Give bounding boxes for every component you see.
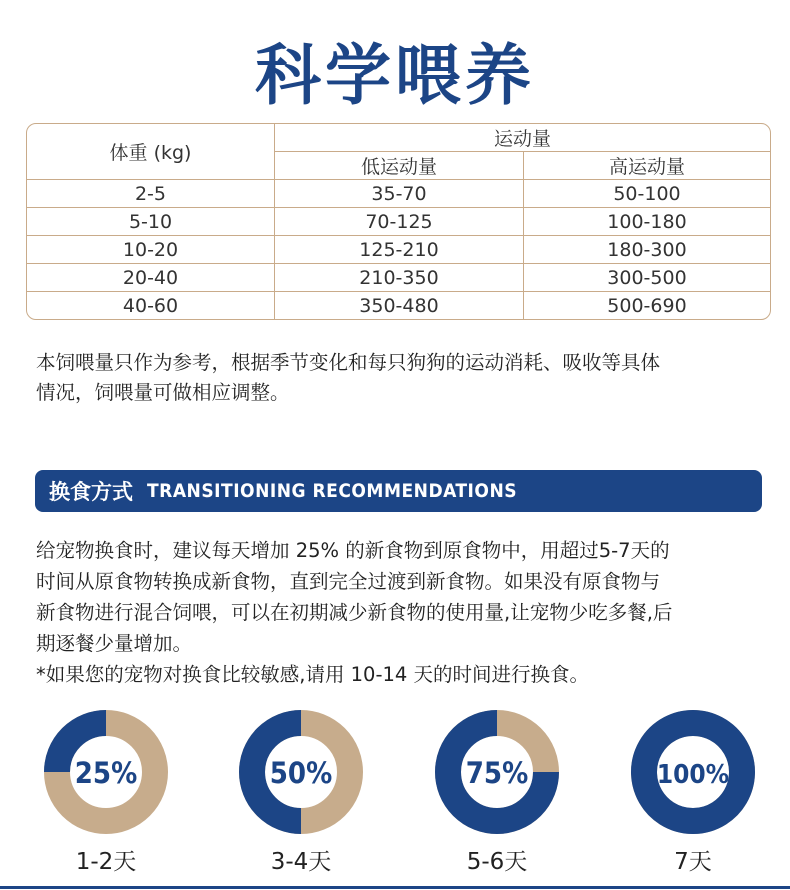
- high-cell: 100-180: [524, 208, 771, 236]
- table-row: [27, 208, 770, 236]
- donut-percent-label: 25%: [74, 756, 138, 790]
- paragraph-line: 时间从原食物转换成新食物，直到完全过渡到新食物。如果没有原食物与: [36, 570, 661, 593]
- high-cell: 180-300: [524, 236, 771, 264]
- low-activity-header: 低运动量: [275, 152, 524, 180]
- table-row: [27, 292, 770, 320]
- page-title: 科学喂养: [255, 37, 535, 114]
- section-header-bar: [35, 470, 762, 512]
- feeding-table: [26, 123, 771, 320]
- feeding-note-line: 本饲喂量只作为参考，根据季节变化和每只狗狗的运动消耗、吸收等具体: [36, 351, 661, 374]
- sensitivity-note: *如果您的宠物对换食比较敏感,请用 10-14 天的时间进行换食。: [36, 663, 590, 686]
- high-cell: 300-500: [524, 264, 771, 292]
- table-row: [27, 180, 770, 208]
- weight-cell: 5-10: [27, 208, 275, 236]
- weight-cell: 10-20: [27, 236, 275, 264]
- paragraph-line: 给宠物换食时，建议每天增加 25% 的新食物到原食物中，用超过5-7天的: [36, 539, 670, 562]
- weight-header: 体重 (kg): [27, 124, 275, 180]
- step-days-label: 1-2天: [75, 849, 137, 875]
- low-cell: 125-210: [275, 236, 524, 264]
- low-cell: 70-125: [275, 208, 524, 236]
- step-days-label: 3-4天: [270, 849, 332, 875]
- donut-percent-label: 50%: [269, 756, 333, 790]
- donut-step-2: [238, 709, 364, 835]
- paragraph-line: 期逐餐少量增加。: [36, 632, 193, 655]
- high-cell: 500-690: [524, 292, 771, 320]
- step-days-label: 5-6天: [466, 849, 528, 875]
- section-title-cn: 换食方式: [49, 480, 133, 504]
- activity-header: 运动量: [275, 124, 771, 152]
- transition-paragraph: [36, 535, 771, 690]
- weight-cell: 2-5: [27, 180, 275, 208]
- donut-step-3: [434, 709, 560, 835]
- donut-percent-label: 100%: [656, 760, 730, 790]
- weight-cell: 20-40: [27, 264, 275, 292]
- high-cell: 50-100: [524, 180, 771, 208]
- step-days-label: 7天: [674, 849, 712, 875]
- donut-step-4: [630, 709, 756, 835]
- weight-cell: 40-60: [27, 292, 275, 320]
- table-row: [27, 264, 770, 292]
- section-title-en: TRANSITIONING RECOMMENDATIONS: [147, 480, 518, 502]
- donut-percent-label: 75%: [465, 756, 529, 790]
- high-activity-header: 高运动量: [524, 152, 771, 180]
- feeding-note-line: 情况，饲喂量可做相应调整。: [36, 381, 290, 404]
- low-cell: 350-480: [275, 292, 524, 320]
- low-cell: 210-350: [275, 264, 524, 292]
- donut-step-1: [43, 709, 169, 835]
- bottom-divider: [0, 886, 790, 889]
- table-row: [27, 236, 770, 264]
- low-cell: 35-70: [275, 180, 524, 208]
- paragraph-line: 新食物进行混合饲喂，可以在初期减少新食物的使用量,让宠物少吃多餐,后: [36, 601, 673, 624]
- feeding-note: [36, 348, 766, 408]
